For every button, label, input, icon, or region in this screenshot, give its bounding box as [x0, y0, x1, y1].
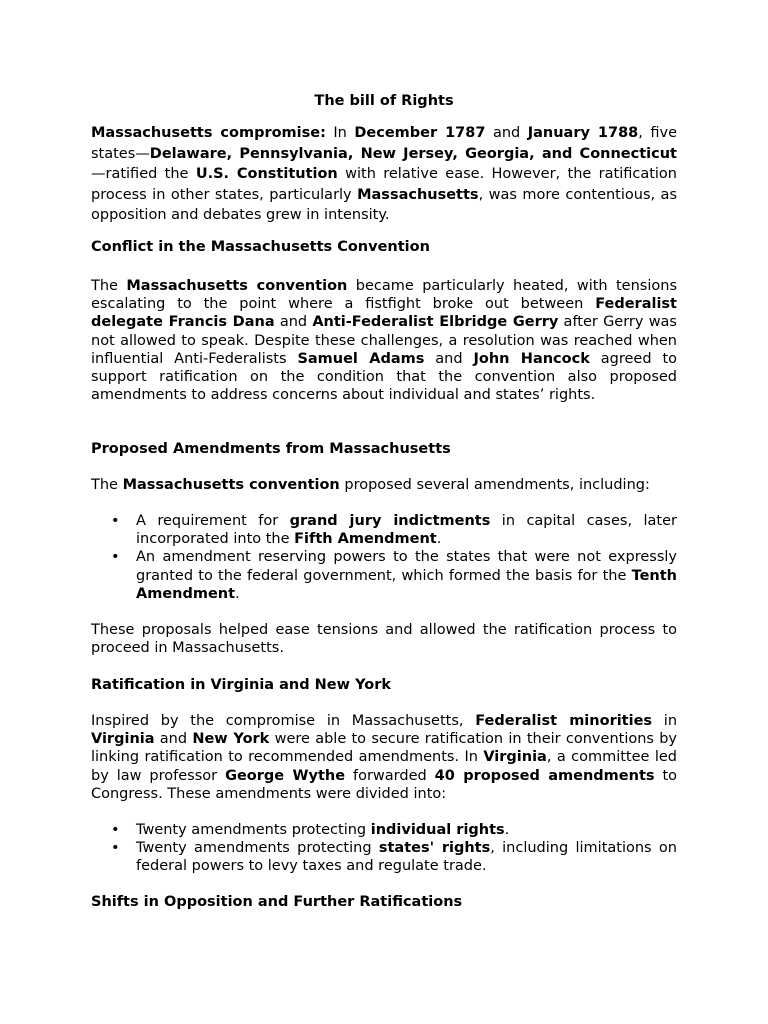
text-run: , was more contentious, as opposition and debates grew in intensity. — [91, 186, 678, 223]
text-run: were able to secure ratification in their conventions by linking ratification to recommended amendments. In — [91, 731, 678, 766]
bullet-icon: • — [111, 840, 120, 857]
list-proposed-amendments — [91, 512, 677, 603]
list-virginia-amendments — [91, 821, 677, 876]
text-run: proposed several amendments, including: — [339, 477, 650, 493]
text-run: Inspired by the compromise in Massachusetts, — [91, 713, 476, 729]
bold-text-run: U.S. Constitution — [195, 166, 338, 182]
text-run: after Gerry was not allowed to speak. Despite these challenges, a resolution was reached when influential Anti-Federalists — [91, 314, 677, 367]
bold-text-run: Virginia — [91, 731, 155, 748]
text-run: and — [274, 314, 313, 331]
text-run: —ratified the — [91, 166, 196, 182]
bold-text-run: Delaware, Pennsylvania, New Jersey, Georgia, and Connecticut — [149, 145, 677, 162]
paragraph-ease-tensions — [91, 621, 677, 657]
bold-text-run: Fifth Amendment — [294, 531, 437, 548]
bullet-icon: • — [111, 513, 120, 529]
text-run: In — [325, 125, 355, 141]
list-item — [91, 839, 677, 875]
bold-text-run: John Hancock — [473, 350, 590, 367]
text-run: Twenty amendments protecting — [136, 822, 371, 838]
bold-text-run: Federalist minorities — [475, 713, 653, 729]
bold-text-run: Anti-Federalist Elbridge Gerry — [312, 314, 559, 331]
bold-text-run: Tenth Amendment — [136, 567, 677, 602]
heading-proposed-amendments: Proposed Amendments from Massachusetts — [91, 441, 451, 457]
text-run: in capital cases, later incorporated into the — [136, 513, 678, 548]
text-run: , including limitations on federal powers to levy taxes and regulate trade. — [136, 840, 677, 875]
list-item — [91, 548, 677, 603]
text-run: The — [91, 477, 123, 493]
text-run: with relative ease. However, the ratification process in other states, particularly — [91, 166, 677, 203]
list-item — [91, 512, 677, 548]
text-run: Twenty amendments protecting — [136, 840, 379, 857]
text-run: These proposals helped ease tensions and allowed the ratification process to proceed in Massachusetts. — [91, 622, 677, 657]
bold-text-run: 40 proposed amendments — [434, 767, 655, 784]
text-run: to Congress. These amendments were divided into: — [91, 767, 678, 802]
text-run: became particularly heated, with tensions escalating to the point where a fistfight broke out between — [91, 278, 677, 313]
text-run: A requirement for — [136, 513, 290, 529]
bold-text-run: Federalist delegate Francis Dana — [91, 296, 677, 331]
text-run: , a committee led by law professor — [91, 749, 678, 784]
paragraph-massachusetts-compromise — [91, 123, 677, 226]
bold-text-run: grand jury indictments — [289, 513, 491, 529]
text-run: in — [652, 713, 678, 729]
paragraph-convention-conflict — [91, 277, 677, 404]
bullet-icon: • — [111, 822, 120, 838]
text-run: and — [424, 350, 474, 367]
bold-text-run: Massachusetts — [357, 186, 479, 203]
bold-text-run: January 1788 — [527, 125, 639, 141]
text-run: . — [235, 585, 240, 602]
bold-text-run: New York — [192, 731, 270, 748]
text-run: and — [154, 731, 193, 748]
bullet-icon: • — [111, 549, 120, 566]
text-run: The — [91, 278, 127, 294]
text-run: . — [504, 822, 510, 838]
heading-virginia-new-york: Ratification in Virginia and New York — [91, 677, 391, 693]
bold-text-run: individual rights — [370, 822, 505, 838]
bold-text-run: Virginia — [483, 749, 547, 766]
text-run: An amendment reserving powers to the states that were not expressly granted to the federal government, which formed the basis for the — [136, 549, 677, 584]
bold-text-run: Samuel Adams — [297, 350, 425, 367]
bold-text-run: December 1787 — [354, 125, 486, 141]
text-run: , five states— — [91, 125, 677, 162]
bold-text-run: Massachusetts convention — [126, 278, 348, 294]
bold-text-run: Massachusetts compromise: — [91, 125, 326, 141]
paragraph-virginia-new-york — [91, 712, 677, 803]
list-item — [91, 821, 677, 839]
text-run: forwarded — [345, 767, 435, 784]
heading-shifts-opposition: Shifts in Opposition and Further Ratifications — [91, 894, 463, 910]
bold-text-run: George Wythe — [225, 767, 346, 784]
paragraph-proposed-intro — [91, 476, 677, 494]
text-run: and — [485, 125, 528, 141]
bold-text-run: Massachusetts convention — [122, 477, 340, 493]
text-run: agreed to support ratification on the condition that the convention also proposed amendments to address concerns about individual and states’ rights. — [91, 350, 677, 404]
heading-conflict: Conflict in the Massachusetts Convention — [91, 239, 430, 255]
text-run: . — [436, 531, 442, 548]
bold-text-run: states' rights — [378, 840, 491, 857]
document-title: The bill of Rights — [314, 93, 454, 109]
